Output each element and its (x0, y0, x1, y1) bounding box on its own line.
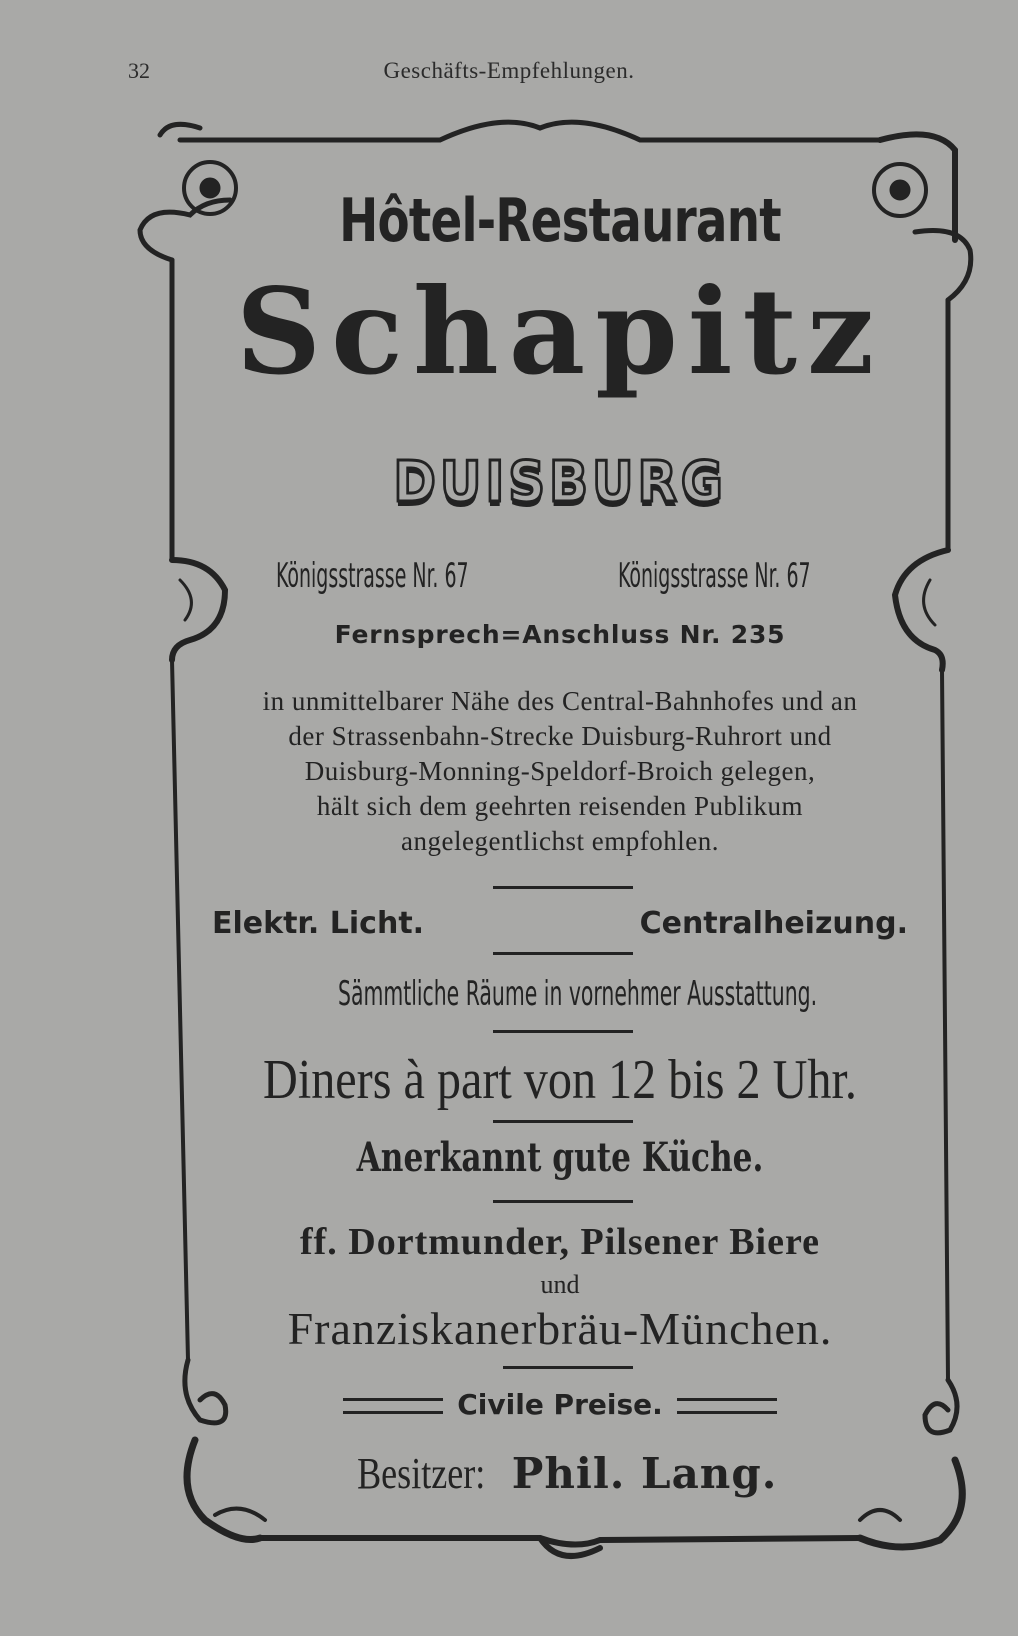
city-name: DUISBURG (393, 450, 727, 515)
description-line: der Strassenbahn-Strecke Duisburg-Ruhrort und (288, 721, 832, 751)
and-word: und (540, 1270, 580, 1299)
owner-row (190, 1448, 930, 1499)
divider-rule (493, 952, 633, 955)
description-line: hält sich dem geehrten reisenden Publikum (316, 791, 804, 821)
prices-note: Civile Preise. (457, 1388, 663, 1421)
description-line: angelegentlichst empfohlen. (401, 826, 719, 856)
amenity-electric-light: Elektr. Licht. (212, 906, 425, 941)
running-head: Geschäfts-Empfehlungen. (383, 58, 635, 83)
hotel-name: Schapitz (235, 262, 885, 401)
divider-rule (493, 1030, 633, 1033)
brewery-name: Franziskanerbräu-München. (287, 1303, 833, 1354)
kitchen-note: Anerkannt gute Küche. (356, 1134, 764, 1181)
divider-rule (493, 1120, 633, 1123)
amenity-central-heating: Centralheizung. (639, 906, 908, 941)
page-number: 32 (128, 58, 150, 83)
description-line: in unmittelbarer Nähe des Central-Bahnhofes und an (262, 686, 858, 716)
owner-label: Besitzer: (356, 1449, 485, 1498)
prices-row (190, 1388, 930, 1421)
description (190, 684, 930, 859)
divider-rule (493, 1200, 633, 1203)
phone-number: Fernsprech=Anschluss Nr. 235 (334, 620, 786, 649)
double-rule-right (677, 1398, 777, 1414)
beer-note: ff. Dortmunder, Pilsener Biere (299, 1221, 821, 1263)
hotel-type: Hôtel-Restaurant (339, 186, 781, 256)
divider-rule (493, 886, 633, 889)
frame-top-line (180, 122, 880, 140)
divider-rule (503, 1366, 633, 1369)
owner-name: Phil. Lang. (511, 1449, 778, 1498)
diners-note: Diners à part von 12 bis 2 Uhr. (263, 1049, 857, 1111)
address-left: Königsstrasse Nr. 67 (276, 556, 469, 596)
description-line: Duisburg-Monning-Speldorf-Broich gelegen, (304, 756, 816, 786)
double-rule-left (343, 1398, 443, 1414)
rooms-note: Sämmtliche Räume in vornehmer Ausstattung. (338, 974, 818, 1014)
frame-bottom-line (260, 1538, 860, 1545)
address-right: Königsstrasse Nr. 67 (618, 556, 811, 596)
